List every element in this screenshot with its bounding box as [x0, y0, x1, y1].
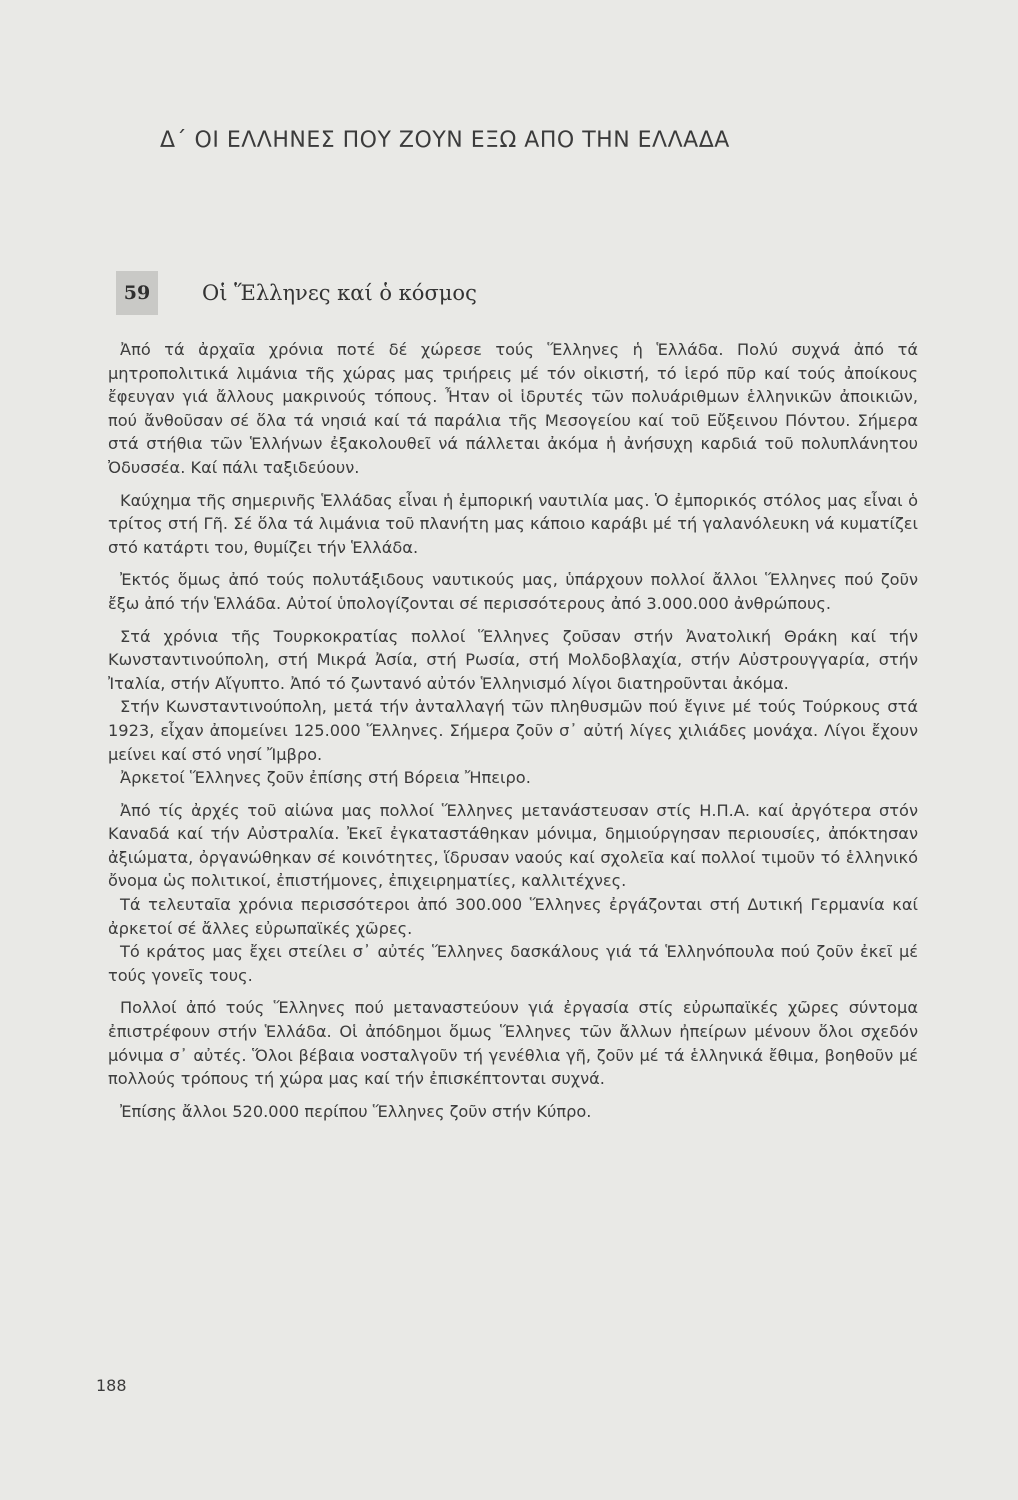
paragraph-northern-epirus: Ἀρκετοί Ἕλληνες ζοῦν ἐπίσης στή Βόρεια Ἤπειρο.: [120, 768, 531, 788]
lesson-title: Οἱ Ἕλληνες καί ὁ κόσμος: [202, 281, 477, 305]
page-title: Δ΄ ΟΙ ΕΛΛΗΝΕΣ ΠΟΥ ΖΟΥΝ ΕΞΩ ΑΠΟ ΤΗΝ ΕΛΛΑΔΑ: [160, 128, 730, 153]
paragraph-emigration-america: Ἀπό τίς ἀρχές τοῦ αἰώνα μας πολλοί Ἕλληνες μετανάστευσαν στίς Η.Π.Α. καί ἀργότερα στόν Καναδά καί τήν Αὐστραλία. Ἐκεῖ ἐγκαταστάθηκαν μόνιμα, δημιούργησαν περιουσίες, ἀπόκτησαν ἀξιώματα, ὀργανώθηκαν σέ κοινότητες, ἵδρυσαν ναούς καί σχολεῖα καί πολλοί τιμοῦν τό ἑλληνικό ὄνομα ὡς πολιτικοί, ἐπιστήμονες, ἐπιχειρηματίες, καλλιτέχνες.: [108, 800, 918, 891]
paragraph-cyprus: Ἐπίσης ἄλλοι 520.000 περίπου Ἕλληνες ζοῦν στήν Κύπρο.: [120, 1101, 592, 1121]
paragraph-west-germany: Τά τελευταῖα χρόνια περισσότεροι ἀπό 300.000 Ἕλληνες ἐργάζονται στή Δυτική Γερμανία καί ἀρκετοί σέ ἄλλες εὐρωπαϊκές χῶρες.: [108, 895, 918, 938]
lesson-number: 59: [116, 271, 158, 315]
paragraph-merchant-shipping: Καύχημα τῆς σημερινῆς Ἑλλάδας εἶναι ἡ ἐμπορική ναυτιλία μας. Ὁ ἐμπορικός στόλος μας εἶναι ὁ τρίτος στή Γῆ. Σέ ὅλα τά λιμάνια τοῦ πλανήτη μας κάποιο καράβι μέ τή γαλανόλευκη νά κυματίζει στό κατάρτι του, θυμίζει τήν Ἑλλάδα.: [108, 490, 918, 557]
paragraph-ottoman-era: Στά χρόνια τῆς Τουρκοκρατίας πολλοί Ἕλληνες ζοῦσαν στήν Ἀνατολική Θράκη καί τήν Κωνσταντινούπολη, στή Μικρά Ἀσία, στή Ρωσία, στή Μολδοβλαχία, στήν Αὐστρουγγαρία, στήν Ἰταλία, στήν Αἴγυπτο. Ἀπό τό ζωντανό αὐτόν Ἑλληνισμό λίγοι διατηροῦνται ἀκόμα.: [108, 626, 918, 693]
body-text: [108, 338, 918, 1123]
paragraph-greeks-abroad: Ἐκτός ὅμως ἀπό τούς πολυτάξιδους ναυτικούς μας, ὑπάρχουν πολλοί ἄλλοι Ἕλληνες πού ζοῦν ἔξω ἀπό τήν Ἑλλάδα. Αὐτοί ὑπολογίζονται σέ περισσότερους ἀπό 3.000.000 ἀνθρώπους.: [108, 570, 918, 613]
paragraph-teachers: Τό κράτος μας ἔχει στείλει σ᾿ αὐτές Ἕλληνες δασκάλους γιά τά Ἑλληνόπουλα πού ζοῦν ἐκεῖ μέ τούς γονεῖς τους.: [108, 942, 918, 985]
paragraph-constantinople: Στήν Κωνσταντινούπολη, μετά τήν ἀνταλλαγή τῶν πληθυσμῶν πού ἔγινε μέ τούς Τούρκους στά 1923, εἶχαν ἀπομείνει 125.000 Ἕλληνες. Σήμερα ζοῦν σ᾿ αὐτή λίγες χιλιάδες μονάχα. Λίγοι ἔχουν μείνει καί στό νησί Ἴμβρο.: [108, 697, 918, 764]
paragraph-ancient-colonies: Ἀπό τά ἀρχαῖα χρόνια ποτέ δέ χώρεσε τούς Ἕλληνες ἡ Ἑλλάδα. Πολύ συχνά ἀπό τά μητροπολιτικά λιμάνια τῆς χώρας μας τριήρεις μέ τόν οἰκιστή, τό ἱερό πῦρ καί τούς ἀποίκους ἔφευγαν γιά ἄλλους μακρινούς τόπους. Ἦταν οἱ ἱδρυτές τῶν πολυάριθμων ἑλληνικῶν ἀποικιῶν, πού ἄνθοῦσαν σέ ὅλα τά νησιά καί τά παράλια τῆς Μεσογείου καί τοῦ Εὔξεινου Πόντου. Σήμερα στά στήθια τῶν Ἑλλήνων ἐξακολουθεῖ νά πάλλεται ἀκόμα ἡ ἀνήσυχη καρδιά τοῦ πολυπλάνητου Ὀδυσσέα. Καί πάλι ταξιδεύουν.: [108, 340, 918, 477]
lesson-header: [116, 271, 477, 315]
page-number: 188: [96, 1376, 127, 1395]
paragraph-return-home: Πολλοί ἀπό τούς Ἕλληνες πού μεταναστεύουν γιά ἐργασία στίς εὐρωπαϊκές χῶρες σύντομα ἐπιστρέφουν στήν Ἑλλάδα. Οἱ ἀπόδημοι ὅμως Ἕλληνες τῶν ἄλλων ἠπείρων μένουν ὅλοι σχεδόν μόνιμα σ᾿ αὐτές. Ὅλοι βέβαια νοσταλγοῦν τή γενέθλια γῆ, ζοῦν μέ τά ἑλληνικά ἔθιμα, βοηθοῦν μέ πολλούς τρόπους τή χώρα μας καί τήν ἐπισκέπτονται συχνά.: [108, 998, 918, 1089]
